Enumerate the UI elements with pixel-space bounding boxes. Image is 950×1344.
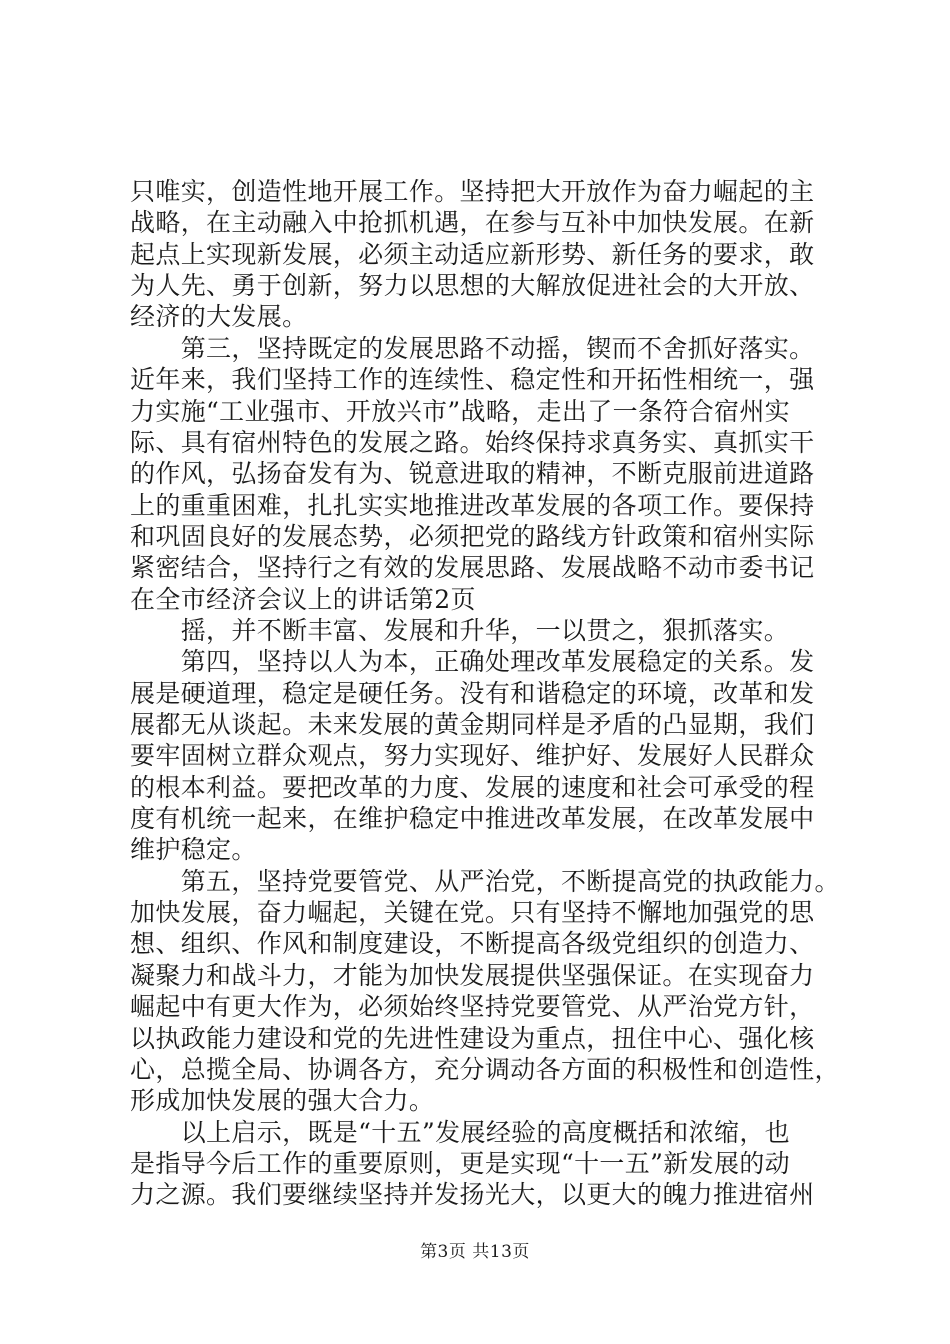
text-line: 展是硬道理，稳定是硬任务。没有和谐稳定的环境，改革和发 (130, 678, 815, 708)
text-line: 近年来，我们坚持工作的连续性、稳定性和开拓性相统一，强 (130, 365, 815, 395)
text-line: 只唯实，创造性地开展工作。坚持把大开放作为奋力崛起的主 (130, 177, 815, 206)
text-line: 心，总揽全局、协调各方，充分调动各方面的积极性和创造性， (130, 1054, 840, 1084)
text-line: 要牢固树立群众观点，努力实现好、维护好、发展好人民群众 (130, 741, 815, 771)
text-line: 为人先、勇于创新，努力以思想的大解放促进社会的大开放、 (130, 271, 815, 301)
text-line: 起点上实现新发展，必须主动适应新形势、新任务的要求，敢 (130, 239, 815, 269)
text-line: 以执政能力建设和党的先进性建设为重点，扭住中心、强化核 (130, 1023, 815, 1053)
text-line: 和巩固良好的发展态势，必须把党的路线方针政策和宿州实际 (130, 521, 815, 551)
text-line: 以上启示，既是“十五”发展经验的高度概括和浓缩，也 (130, 1117, 791, 1147)
text-line: 凝聚力和战斗力，才能为加快发展提供坚强保证。在实现奋力 (130, 960, 815, 990)
text-line: 第四，坚持以人为本，正确处理改革发展稳定的关系。发 (130, 647, 815, 677)
text-line: 上的重重困难，扎扎实实地推进改革发展的各项工作。要保持 (130, 490, 815, 520)
text-line: 的根本利益。要把改革的力度、发展的速度和社会可承受的程 (130, 772, 815, 802)
text-line: 形成加快发展的强大合力。 (130, 1086, 435, 1116)
text-line: 战略，在主动融入中抢抓机遇，在参与互补中加快发展。在新 (130, 208, 815, 238)
page-footer: 第3页 共13页 (420, 1242, 530, 1262)
text-line: 度有机统一起来，在维护稳定中推进改革发展，在改革发展中 (130, 804, 815, 833)
text-line: 维护稳定。 (130, 835, 257, 865)
text-line: 第五，坚持党要管党、从严治党，不断提高党的执政能力。 (130, 866, 840, 896)
text-line: 崛起中有更大作为，必须始终坚持党要管党、从严治党方针， (130, 992, 815, 1022)
text-line: 摇，并不断丰富、发展和升华，一以贯之，狠抓落实。 (130, 615, 790, 645)
text-line: 际、具有宿州特色的发展之路。始终保持求真务实、真抓实干 (130, 427, 815, 457)
text-line: 的作风，弘扬奋发有为、锐意进取的精神，不断克服前进道路 (130, 459, 815, 489)
text-line: 在全市经济会议上的讲话第2页 (130, 584, 476, 614)
text-line: 想、组织、作风和制度建设，不断提高各级党组织的创造力、 (130, 929, 815, 959)
text-line: 紧密结合，坚持行之有效的发展思路、发展战略不动市委书记 (130, 553, 815, 583)
text-line: 加快发展，奋力崛起，关键在党。只有坚持不懈地加强党的思 (130, 898, 815, 928)
text-line: 展都无从谈起。未来发展的黄金期同样是矛盾的凸显期，我们 (130, 710, 815, 739)
text-line: 第三，坚持既定的发展思路不动摇，锲而不舍抓好落实。 (130, 333, 815, 363)
text-line: 是指导今后工作的重要原则，更是实现“十一五”新发展的动 (130, 1148, 791, 1178)
text-line: 力之源。我们要继续坚持并发扬光大，以更大的魄力推进宿州 (130, 1180, 815, 1210)
text-line: 经济的大发展。 (130, 302, 308, 332)
text-line: 力实施“工业强市、开放兴市”战略，走出了一条符合宿州实 (130, 396, 791, 426)
